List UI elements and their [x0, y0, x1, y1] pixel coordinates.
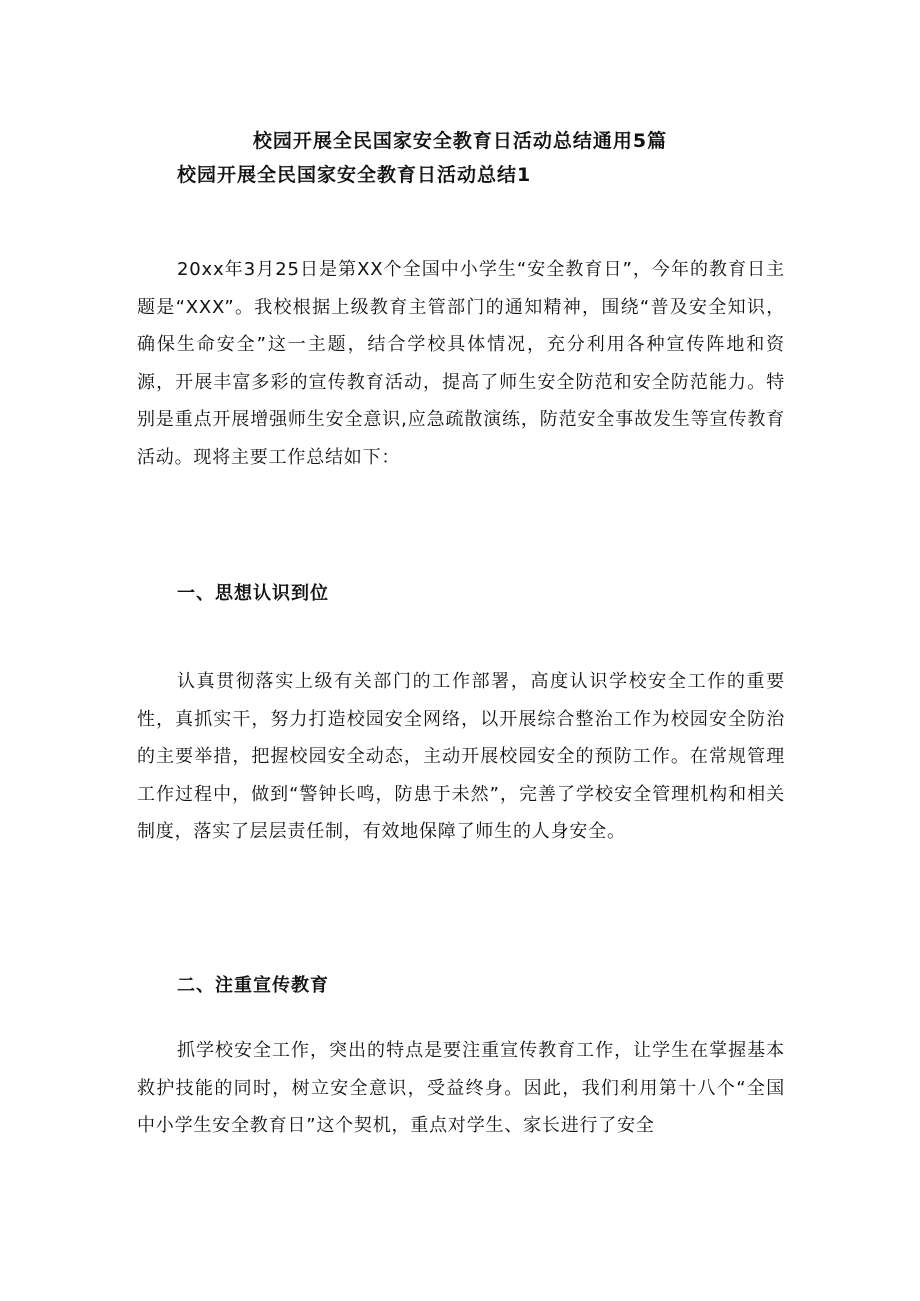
paragraph-intro: 20xx年3月25日是第XX个全国中小学生“安全教育日”，今年的教育日主题是“XXX”。我校根据上级教育主管部门的通知精神，围绕“普及安全知识，确保生命安全”这一主题，结合学校具体情况，充分利用各种宣传阵地和资源，开展丰富多彩的宣传教育活动，提高了师生安全防范和安全防范能力。特别是重点开展增强师生安全意识,应急疏散演练，防范安全事故发生等宣传教育活动。现将主要工作总结如下：	[137, 259, 785, 468]
paragraph-publicity-education: 抓学校安全工作，突出的特点是要注重宣传教育工作，让学生在掌握基本救护技能的同时，树立安全意识，受益终身。因此，我们利用第十八个“全国中小学生安全教育日”这个契机，重点对学生、家长进行了安全	[137, 1040, 785, 1137]
paragraph-thought-awareness: 认真贯彻落实上级有关部门的工作部署，高度认识学校安全工作的重要性，真抓实干，努力打造校园安全网络，以开展综合整治工作为校园安全防治的主要举措，把握校园安全动态，主动开展校园安全的预防工作。在常规管理工作过程中，做到“警钟长鸣，防患于未然”，完善了学校安全管理机构和相关制度，落实了层层责任制，有效地保障了师生的人身安全。	[137, 671, 785, 843]
document-title: 校园开展全民国家安全教育日活动总结通用5篇	[252, 130, 668, 152]
heading-thought-awareness: 一、思想认识到位	[177, 583, 329, 604]
heading-publicity-education: 二、注重宣传教育	[177, 975, 329, 996]
section-title: 校园开展全民国家安全教育日活动总结1	[177, 164, 532, 186]
